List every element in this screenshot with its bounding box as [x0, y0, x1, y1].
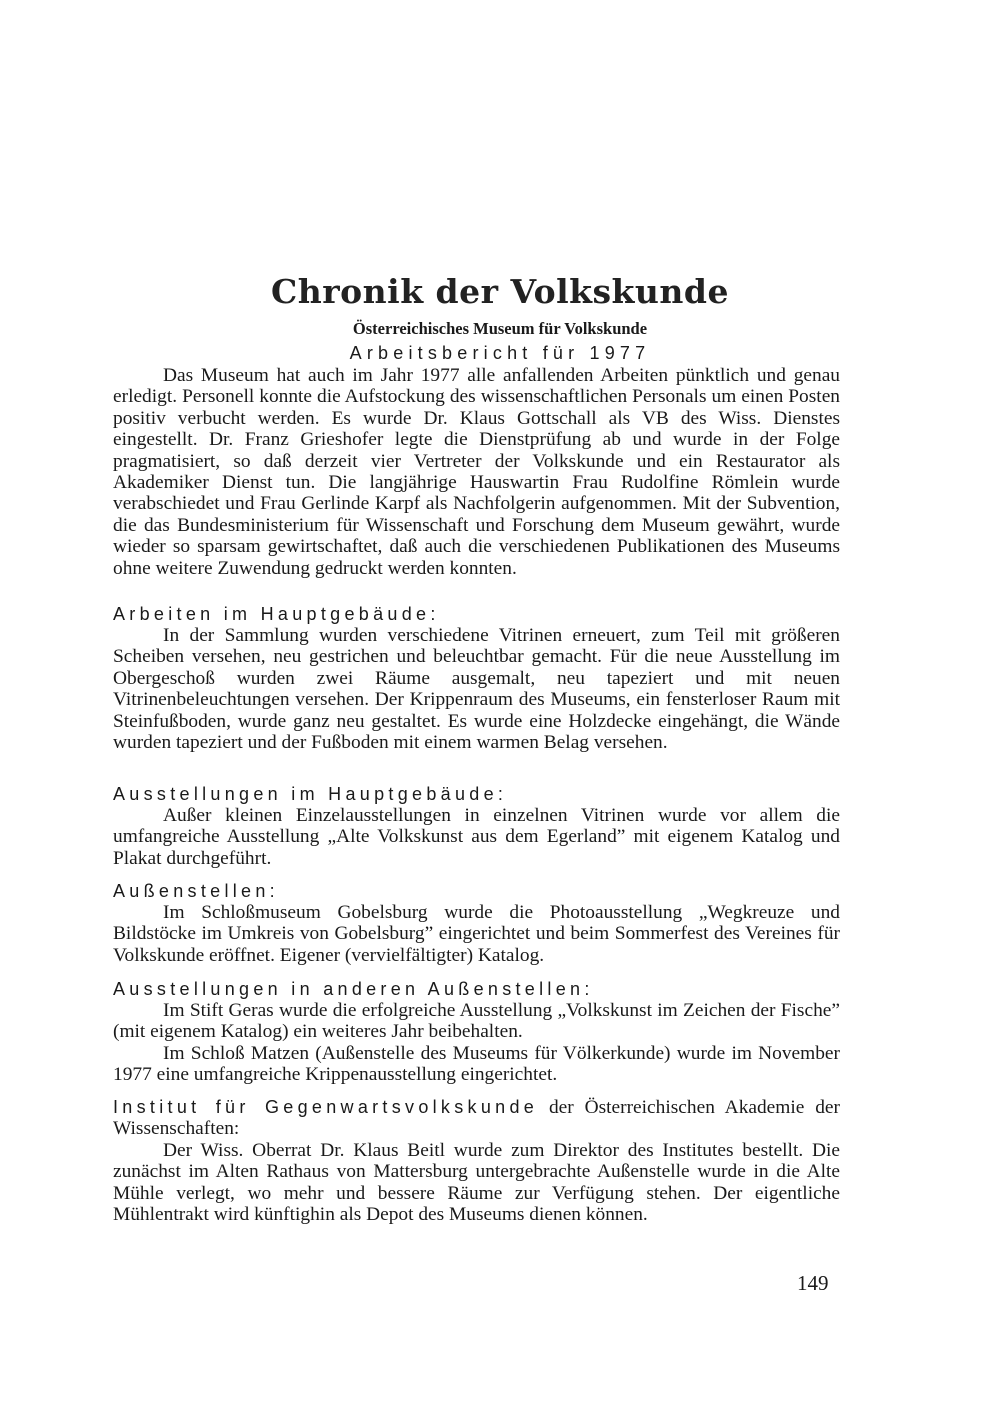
section-paragraph: Der Wiss. Oberrat Dr. Klaus Beitl wurde zum Direktor des Institutes bestellt. Die zunächst im Alten Rathaus von Mattersburg untergebrachte Außenstelle wurde in die Alte Mühle verlegt, wo mehr und bessere Räume zur Verfügung stehen. Der eigentliche Mühlentrakt wird künftighin als Depot des Museums dienen können. [113, 1139, 840, 1226]
document-title: Chronik der Volkskunde [271, 272, 729, 311]
section-paragraph: In der Sammlung wurden verschiedene Vitrinen erneuert, zum Teil mit größeren Scheiben versehen, neu gestrichen und beleuchtbar gemacht. Für die neue Ausstellung im Obergeschoß wurden zwei Räume ausgemalt, neu tapeziert und mit neuen Vitrinenbeleuchtungen versehen. Der Krippenraum des Museums, ein fensterloser Raum mit Steinfußboden, wurde ganz neu gestaltet. Es wurde eine Holzdecke eingehängt, die Wände wurden tapeziert und der Fußboden mit einem warmen Belag versehen. [113, 625, 840, 754]
section-arbeiten-hauptgebaeude [113, 603, 840, 753]
report-heading: Arbeitsbericht für 1977 [349, 343, 651, 363]
section-heading: Ausstellungen im Hauptgebäude: [113, 784, 508, 804]
section-heading [113, 1097, 840, 1140]
section-institut-gegenwartsvolkskunde [113, 1097, 840, 1225]
intro-block [113, 365, 840, 579]
section-heading: Ausstellungen in anderen Außenstellen: [113, 979, 594, 999]
section-heading-spaced: Institut für Gegenwartsvolkskunde [113, 1097, 539, 1117]
section-paragraph: Außer kleinen Einzelausstellungen in einzelnen Vitrinen wurde vor allem die umfangreiche Ausstellung „Alte Volkskunst aus dem Egerland” mit eigenem Katalog und Plakat durchgeführt. [113, 805, 840, 869]
section-paragraph: Im Stift Geras wurde die erfolgreiche Ausstellung „Volkskunst im Zeichen der Fische” (mit eigenem Katalog) ein weiteres Jahr beibehalten. [113, 1000, 840, 1043]
section-aussenstellen [113, 880, 840, 966]
document-subtitle: Österreichisches Museum für Volkskunde [352, 319, 648, 338]
section-paragraph: Im Schloß Matzen (Außenstelle des Museums für Völkerkunde) wurde im November 1977 eine umfangreiche Krippenausstellung eingerichtet. [113, 1042, 840, 1086]
section-heading-rest: der Österreichischen Akademie der Wissenschaften: [113, 1097, 840, 1140]
section-ausstellungen-andere-aussenstellen [113, 978, 840, 1086]
page-number: 149 [797, 1271, 829, 1295]
section-ausstellungen-hauptgebaeude [113, 783, 840, 869]
section-heading: Arbeiten im Hauptgebäude: [113, 604, 440, 624]
section-paragraph: Im Schloßmuseum Gobelsburg wurde die Photoausstellung „Wegkreuze und Bildstöcke im Umkreis von Gobelsburg” eingerichtet und beim Sommerfest des Vereines für Volkskunde eröffnet. Eigener (vervielfältigter) Katalog. [113, 902, 840, 966]
intro-paragraph: Das Museum hat auch im Jahr 1977 alle anfallenden Arbeiten pünktlich und genau erledigt. Personell konnte die Aufstockung des wissenschaftlichen Personals um einen Posten positiv verbucht werden. Es wurde Dr. Klaus Gottschall als VB des Wiss. Dienstes eingestellt. Dr. Franz Grieshofer legte die Dienstprüfung ab und wurde in der Folge pragmatisiert, so daß derzeit vier Vertreter der Volkskunde und ein Restaurator als Akademiker Dienst tun. Die langjährige Hauswartin Frau Rudolfine Römlein wurde verabschiedet und Frau Gerlinde Karpf als Nachfolgerin aufgenommen. Mit der Subvention, die das Bundesministerium für Wissenschaft und Forschung dem Museum gewährt, wurde wieder so sparsam gewirtschaftet, daß auch die verschiedenen Publikationen des Museums ohne weitere Zuwendung gedruckt werden konnten. [113, 365, 840, 579]
section-heading: Außenstellen: [113, 881, 279, 901]
